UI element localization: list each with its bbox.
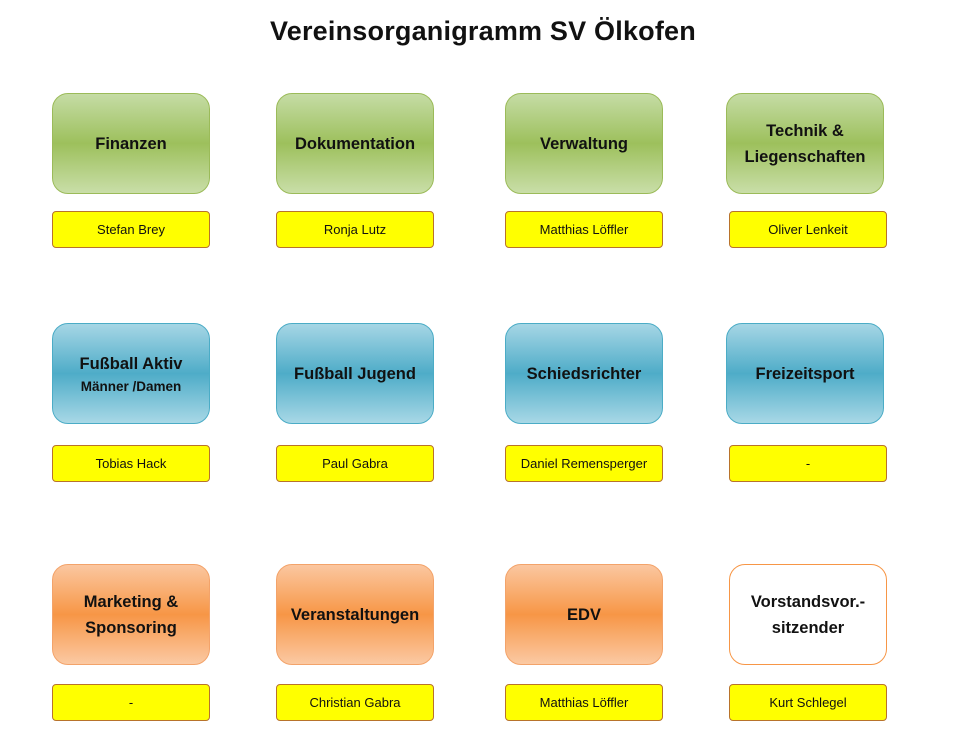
dept-box-technik xyxy=(726,93,884,194)
dept-label-line2: Sponsoring xyxy=(85,618,177,637)
person-box-technik: Oliver Lenkeit xyxy=(729,211,887,248)
person-box-fussball-jugend: Paul Gabra xyxy=(276,445,434,482)
dept-sublabel: Männer /Damen xyxy=(80,378,182,394)
person-box-edv: Matthias Löffler xyxy=(505,684,663,721)
dept-box-fussball-jugend xyxy=(276,323,434,424)
person-box-freizeitsport: - xyxy=(729,445,887,482)
dept-box-freizeitsport xyxy=(726,323,884,424)
dept-label: Fußball Aktiv xyxy=(79,354,183,373)
person-box-fussball-aktiv: Tobias Hack xyxy=(52,445,210,482)
dept-label: Vorstandsvor.- xyxy=(750,592,866,611)
chart-title: Vereinsorganigramm SV Ölkofen xyxy=(270,16,696,46)
dept-box-veranstaltungen xyxy=(276,564,434,665)
dept-label: Dokumentation xyxy=(294,134,416,153)
dept-box-schiedsrichter xyxy=(505,323,663,424)
dept-box-fussball-aktiv xyxy=(52,323,210,424)
dept-label: Verwaltung xyxy=(539,134,629,153)
dept-box-dokumentation xyxy=(276,93,434,194)
person-box-marketing: - xyxy=(52,684,210,721)
dept-label-line2: Liegenschaften xyxy=(744,147,866,166)
dept-label: Freizeitsport xyxy=(755,364,855,383)
dept-box-finanzen xyxy=(52,93,210,194)
dept-label: Finanzen xyxy=(95,134,167,153)
dept-label: Veranstaltungen xyxy=(290,605,420,624)
dept-label: EDV xyxy=(567,605,601,624)
dept-label-line2: sitzender xyxy=(771,618,845,637)
person-box-verwaltung: Matthias Löffler xyxy=(505,211,663,248)
person-box-schiedsrichter: Daniel Remensperger xyxy=(505,445,663,482)
person-box-finanzen: Stefan Brey xyxy=(52,211,210,248)
person-box-vorstand: Kurt Schlegel xyxy=(729,684,887,721)
dept-label: Schiedsrichter xyxy=(526,364,642,383)
dept-label: Fußball Jugend xyxy=(294,364,416,383)
dept-label: Marketing & xyxy=(83,592,179,611)
dept-box-verwaltung xyxy=(505,93,663,194)
dept-box-marketing xyxy=(52,564,210,665)
dept-label: Technik & xyxy=(766,121,844,140)
dept-box-edv xyxy=(505,564,663,665)
dept-box-vorstand xyxy=(729,564,887,665)
person-box-dokumentation: Ronja Lutz xyxy=(276,211,434,248)
person-box-veranstaltungen: Christian Gabra xyxy=(276,684,434,721)
